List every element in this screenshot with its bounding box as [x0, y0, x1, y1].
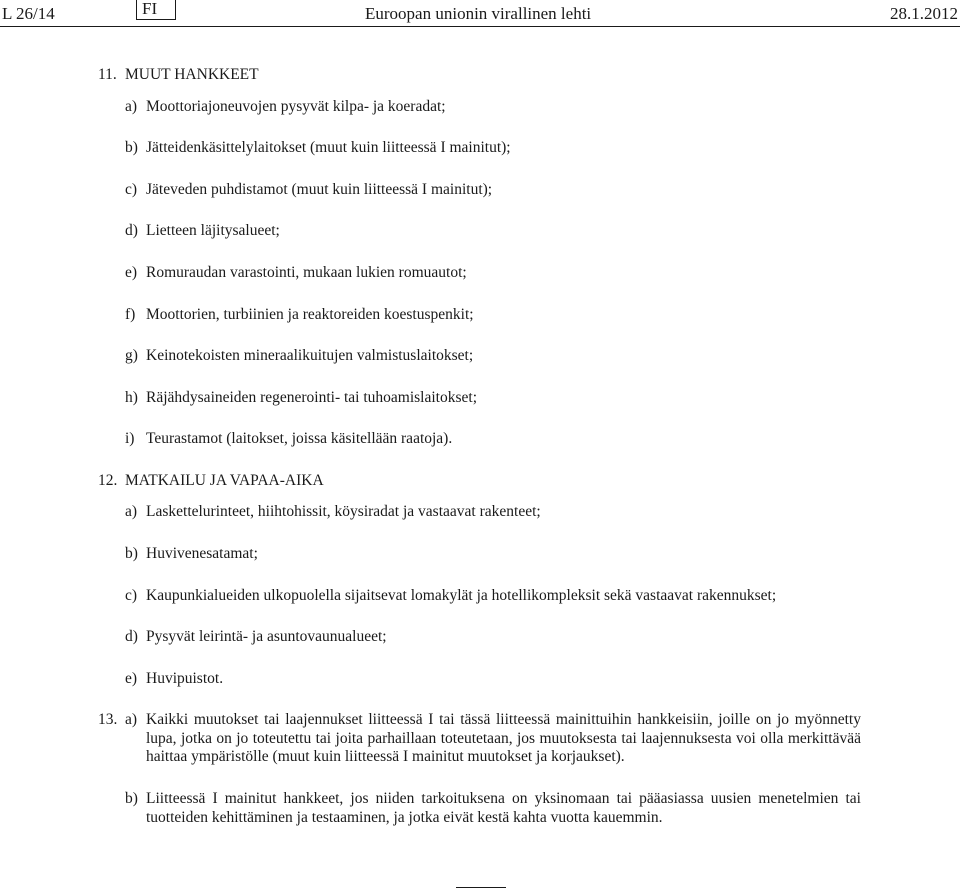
item-label: e)	[125, 670, 138, 687]
publication-date: 28.1.2012	[890, 4, 958, 23]
item-label: b)	[125, 139, 138, 156]
journal-title: Euroopan unionin virallinen lehti	[365, 4, 592, 23]
item-text: Kaupunkialueiden ulkopuolella sijaitsevat lomakylät ja hotellikompleksit sekä vastaavat rakennukset;	[146, 587, 777, 604]
item-text: Romuraudan varastointi, mukaan lukien romuautot;	[146, 264, 467, 281]
item-text: Keinotekoisten mineraalikuitujen valmistuslaitokset;	[146, 347, 474, 364]
item-label: d)	[125, 222, 138, 239]
header-divider	[0, 26, 960, 27]
item-label: a)	[125, 98, 138, 115]
item-text: Jätteidenkäsittelylaitokset (muut kuin liitteessä I mainitut);	[146, 139, 511, 156]
section-number: 12.	[98, 472, 118, 489]
section-number: 11.	[98, 66, 117, 83]
item-label: e)	[125, 264, 138, 281]
footer-divider	[456, 887, 506, 888]
item-text: Liitteessä I mainitut hankkeet, jos niiden tarkoituksena on yksinomaan tai pääasiassa uusien menetelmien tai tuotteiden kehittäminen ja testaaminen, ja jotka eivät kestä kahta vuotta kauemmin.	[146, 790, 861, 826]
paragraph-item	[125, 711, 861, 767]
item-label: c)	[125, 587, 138, 604]
item-text: Kaikki muutokset tai laajennukset liitteessä I tai tässä liitteessä mainittuihin hankkeisiin, joille on jo myönnetty lupa, jotka on jo toteutettu tai joita parhaillaan toteutetaan, jos muutoksesta tai laajennuksesta voi olla merkittävää haittaa ympäristölle (muut kuin liitteessä I mainitut muutokset ja korjaukset).	[146, 711, 861, 765]
item-text: Laskettelurinteet, hiihtohissit, köysiradat ja vastaavat rakenteet;	[146, 503, 541, 520]
item-text: Huvivenesatamat;	[146, 545, 258, 562]
item-label: a)	[125, 711, 138, 728]
item-text: Huvipuistot.	[146, 670, 224, 687]
item-label: g)	[125, 347, 138, 364]
item-label: i)	[125, 430, 135, 447]
item-text: Lietteen läjitysalueet;	[146, 222, 280, 239]
language-code: FI	[136, 0, 176, 20]
section-title: MUUT HANKKEET	[125, 66, 259, 83]
item-text: Moottorien, turbiinien ja reaktoreiden koestuspenkit;	[146, 306, 474, 323]
item-text: Räjähdysaineiden regenerointi- tai tuhoamislaitokset;	[146, 389, 478, 406]
item-label: f)	[125, 306, 136, 323]
item-label: h)	[125, 389, 138, 406]
item-label: c)	[125, 181, 138, 198]
item-label: b)	[125, 545, 138, 562]
item-text: Jäteveden puhdistamot (muut kuin liitteessä I mainitut);	[146, 181, 493, 198]
item-text: Pysyvät leirintä- ja asuntovaunualueet;	[146, 628, 387, 645]
section-number: 13.	[98, 711, 118, 728]
item-label: d)	[125, 628, 138, 645]
item-label: a)	[125, 503, 138, 520]
item-text: Moottoriajoneuvojen pysyvät kilpa- ja koeradat;	[146, 98, 446, 115]
page-reference: L 26/14	[2, 4, 55, 23]
item-label: b)	[125, 790, 138, 807]
item-text: Teurastamot (laitokset, joissa käsitellään raatoja).	[146, 430, 453, 447]
paragraph-item	[125, 790, 861, 827]
section-title: MATKAILU JA VAPAA-AIKA	[125, 472, 324, 489]
